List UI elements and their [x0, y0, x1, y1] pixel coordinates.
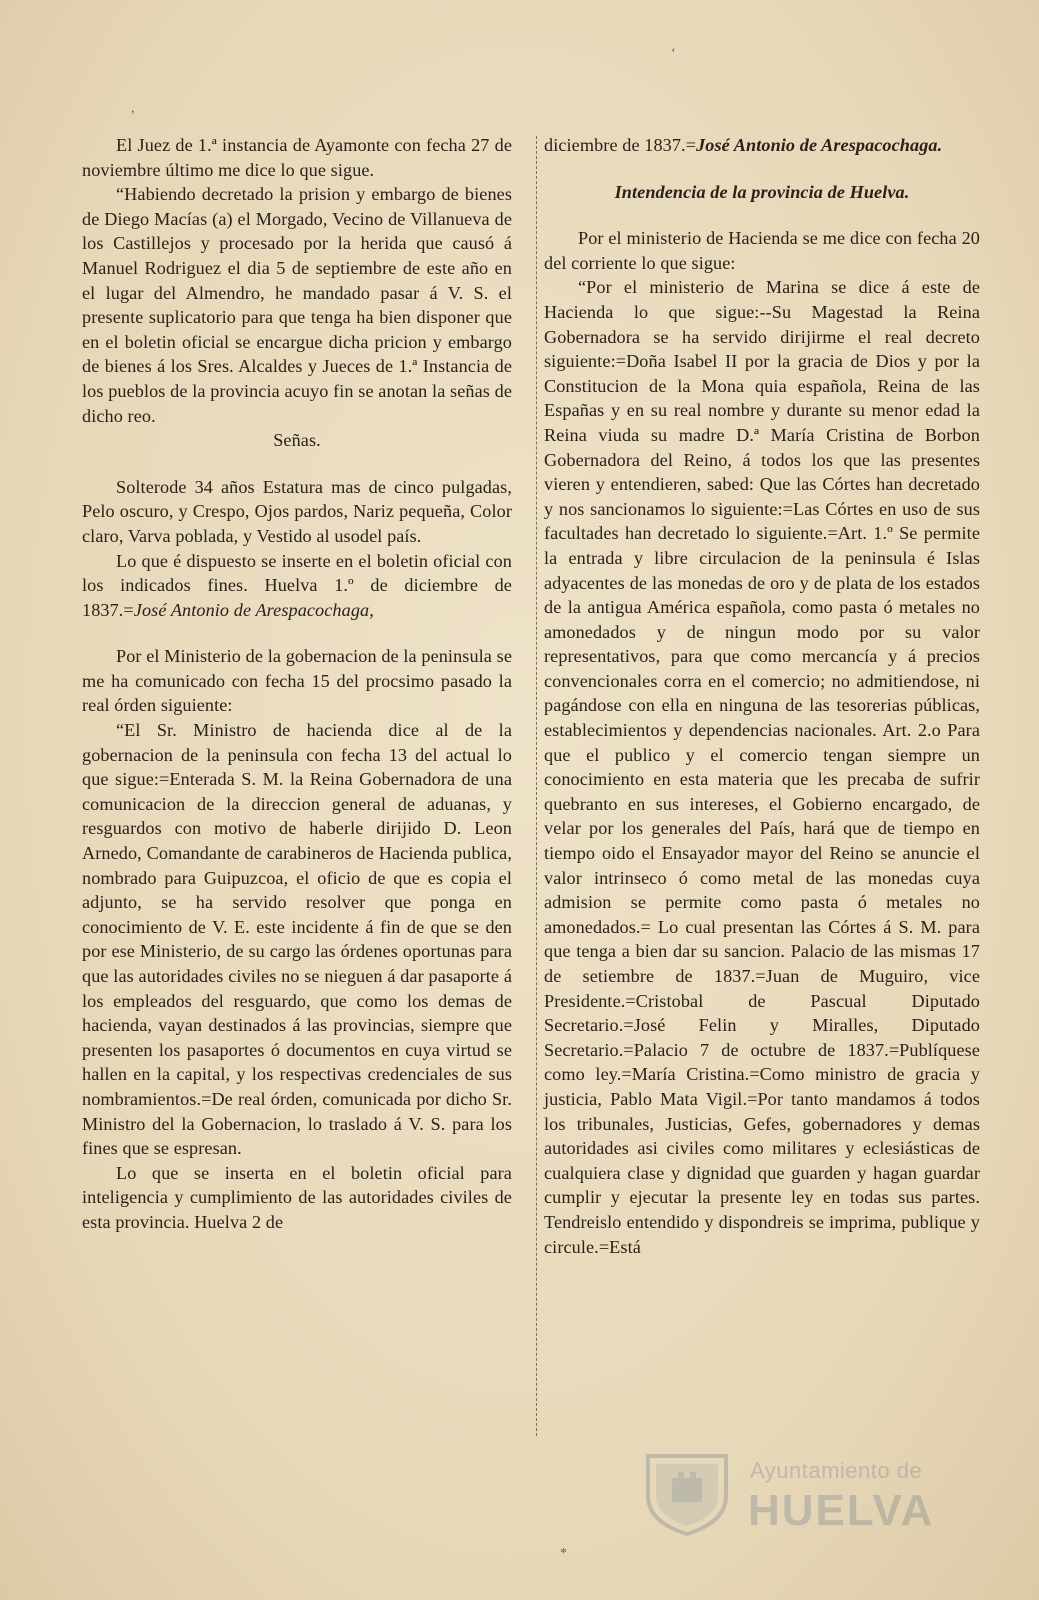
page-speck-left: , — [131, 101, 135, 116]
watermark-line-2: HUELVA — [748, 1486, 935, 1535]
right-column — [544, 133, 980, 1259]
right-signature: José Antonio de Arespacochaga. — [696, 135, 943, 155]
left-paragraph-4 — [82, 549, 512, 623]
column-divider — [536, 136, 538, 1436]
senas-heading: Señas. — [273, 430, 321, 451]
left-column — [82, 133, 512, 1235]
left-paragraph-7: Lo que se inserta en el boletin oficial para inteligencia y cumplimiento de las autoridades civiles de esta provincia. Huelva 2 de — [82, 1162, 512, 1232]
watermark-line-1: Ayuntamiento de — [750, 1458, 923, 1483]
huelva-watermark — [642, 1452, 962, 1538]
page-speck-bottom: * — [560, 1546, 567, 1561]
city-shield-icon — [642, 1452, 732, 1536]
right-paragraph-1: Por el ministerio de Hacienda se me dice con fecha 20 del corriente lo que sigue: — [544, 228, 980, 273]
left-paragraph-6: “El Sr. Ministro de hacienda dice al de la gobernacion de la peninsula con fecha 13 del actual lo que sigue:=Enterada S. M. la Reina Gobernadora de una comunicacion de la direccion general de aduanas, y resguardos con motivo de haberle dirijido D. Leon Arnedo, Comandante de carabineros de Hacienda publica, nombrado para Guipuzcoa, el oficio de que es copia el adjunto, se ha servido resolver que ponga en conocimiento de V. E. este incidente á fin de que se den por ese Ministerio, de su cargo las órdenes oportunas para que las autoridades civiles no se nieguen á dar pasaporte á los empleados del resguardo, que como los demas de hacienda, vayan destinados á las provincias, siempre que presenten los pasaportes ó documentos en cuya virtud se hallen en la capital, y los respectivas credenciales de sus nombramientos.=De real órden, comunicada por dicho Sr. Ministro del la Gobernacion, lo traslado á V. S. para los fines que se espresan. — [82, 720, 512, 1159]
section-heading-intendencia: Intendencia de la provincia de Huelva. — [614, 181, 910, 202]
left-paragraph-5: Por el Ministerio de la gobernacion de la peninsula se me ha comunicado con fecha 15 del procsimo pasado la real órden siguiente: — [82, 646, 512, 716]
page-speck-top: ‘ — [671, 46, 676, 61]
right-paragraph-2: “Por el ministerio de Marina se dice á este de Hacienda lo que sigue:--Su Magestad la Reina Gobernadora se ha servido dirijirme el real decreto siguiente:=Doña Isabel II por la gracia de Dios y por la Constitucion de la Mona quia española, Reina de las Españas y en su real nombre y durante su menor edad la Reina viuda su madre D.ª María Cristina de Borbon Gobernadora del Reino, á todos los que las presentes vieren y entendieren, sabed: Que las Córtes han decretado y nos sancionamos lo siguiente:=Las Córtes en uso de sus facultades han decretado lo siguiente.=Art. 1.º Se permite la entrada y libre circulacion de la peninsula é Islas adyacentes de las monedas de oro y de plata de los estados de la antigua América española, como pasta ó metales no amonedados y de ningun modo por su valor representativos, para que como mercancía y á precios convencionales corra en el comercio; no admitiendose, ni pagándose con ella en ninguna de las tesorerias públicas, establecimientos y dependencias nacionales. Art. 2.o Para que el publico y el comercio tengan siempre un conocimiento en esta materia que les precaba de sufrir quebranto en sus intereses, el Gobierno encargado, de velar por los generales del País, hará que de tiempo en tiempo oido el Ensayador mayor del Reino se anuncie el valor intrinseco ó como metal de las monedas cuya admision se permite como pasta ó metales no amonedados.= Lo cual presentan las Córtes á S. M. para que tenga a bien dar su sancion. Palacio de las mismas 17 de setiembre de 1837.=Juan de Muguiro, vice Presidente.=Cristobal de Pascual Diputado Secretario.=José Felin y Miralles, Diputado Secretario.=Palacio 7 de octubre de 1837.=Publíquese como ley.=María Cristina.=Como ministro de gracia y justicia, Pablo Mata Vigil.=Por tanto mandamos á todos los tribunales, Justicias, Gefes, gobernadores y demas autoridades asi civiles como militares y eclesiásticas de cualquiera clase y dignidad que guarden y hagan guardar cumplir y ejecutar la presente ley en todas sus partes. Tendreislo entendido y dispondreis se imprima, publique y circule.=Está — [544, 277, 980, 1257]
left-signature: José Antonio de Arespacochaga, — [133, 599, 374, 620]
right-continuation — [544, 133, 980, 158]
left-paragraph-4-text: Lo que é dispuesto se inserte en el boletin oficial con los indicados fines. Huelva 1.º de diciembre de 1837.= — [82, 550, 512, 620]
left-paragraph-2: “Habiendo decretado la prision y embargo de bienes de Diego Macías (a) el Morgado, Vecino de Villanueva de los Castillejos y procesado por la herida que causó á Manuel Rodriguez el dia 5 de septiembre de este año en el lugar del Almendro, he mandado pasar á V. S. el presente suplicatorio para que tenga ha bien disponer que en el boletin oficial se encargue dicha pricion y embargo de bienes á los Sres. Alcaldes y Jueces de 1.ª Instancia de los pueblos de la provincia acuyo fin se anotan la señas de dicho reo. — [82, 184, 512, 426]
left-paragraph-1: El Juez de 1.ª instancia de Ayamonte con fecha 27 de noviembre último me dice lo que sigue. — [82, 135, 512, 180]
left-paragraph-3: Solterode 34 años Estatura mas de cinco pulgadas, Pelo oscuro, y Crespo, Ojos pardos, Nariz pequeña, Color claro, Varva poblada, y Vestido al usodel país. — [82, 476, 512, 546]
right-continuation-text: diciembre de 1837.= — [544, 135, 697, 155]
